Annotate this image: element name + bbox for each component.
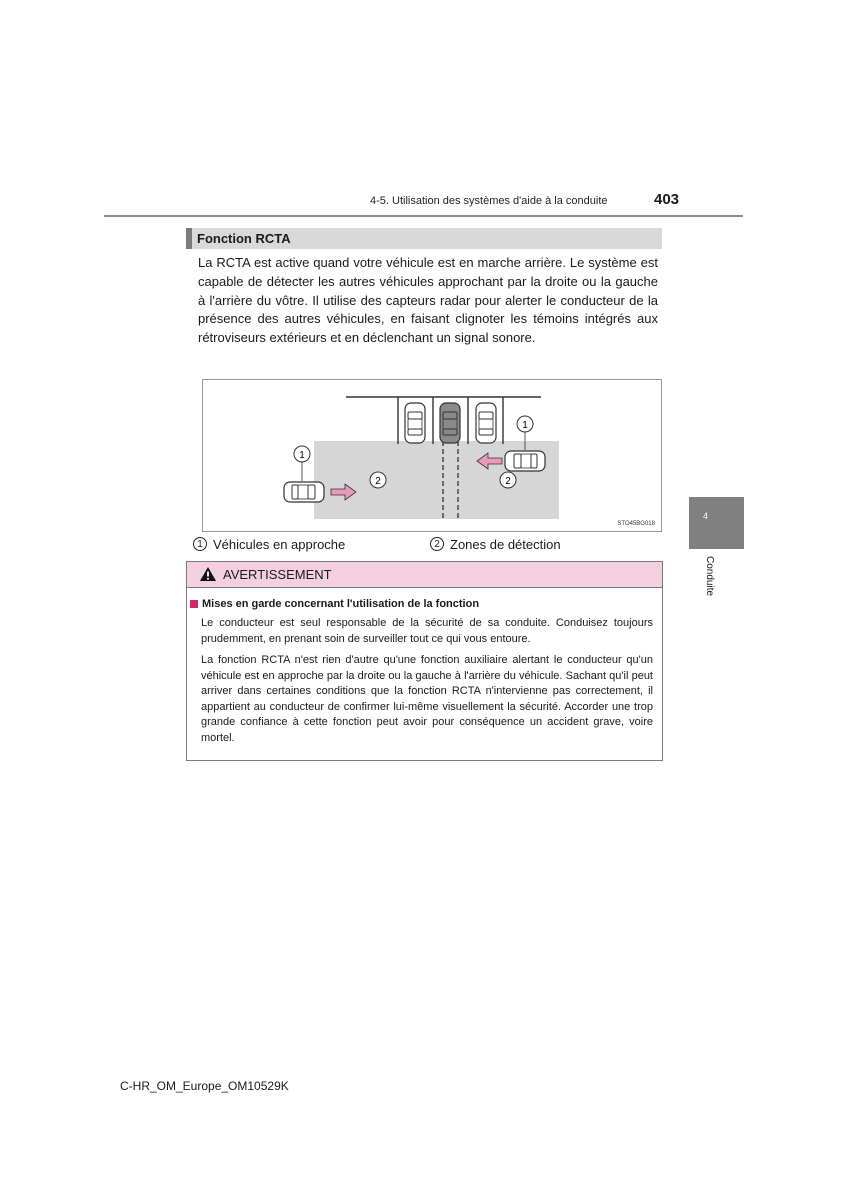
legend-label: Véhicules en approche xyxy=(213,536,346,552)
svg-text:1: 1 xyxy=(299,450,305,461)
heading-accent-bar xyxy=(186,228,192,249)
parked-car xyxy=(405,403,425,443)
chapter-number: 4 xyxy=(703,511,709,521)
figure-code: STO45BG018 xyxy=(617,521,655,527)
footer-code: C-HR_OM_Europe_OM10529K xyxy=(120,1079,289,1093)
callout-2-left xyxy=(370,472,386,488)
svg-text:2: 2 xyxy=(505,476,511,487)
warning-subheading-text: Mises en garde concernant l'utilisation de la fonction xyxy=(202,598,480,610)
section-title: Fonction RCTA xyxy=(197,231,291,246)
warning-triangle-icon xyxy=(199,566,217,582)
warning-header xyxy=(187,562,662,588)
legend-item xyxy=(430,535,561,553)
approaching-vehicle-left xyxy=(284,482,324,502)
callout-1-left xyxy=(294,446,310,462)
callout-1-right xyxy=(517,416,533,432)
svg-text:1: 1 xyxy=(522,420,528,431)
warning-paragraph: La fonction RCTA n'est rien d'autre qu'une fonction auxiliaire alertant le conducteur qu'un véhicule est en approche par la droite ou la gauche à l'arrière du véhicule. Sachant qu'il peut arriver dans certaines conditions que la fonction RCTA n'intervienne pas correctement, il appartient au conducteur de confirmer lui-même visuellement la sécurité. Accorder une trop grande confiance à cette fonction peut avoir pour conséquence un accident grave, voire mortel. xyxy=(201,654,653,744)
chapter-tab xyxy=(689,497,744,549)
callout-2-right xyxy=(500,472,516,488)
page-number: 403 xyxy=(654,191,680,208)
warning-subheading xyxy=(190,598,479,610)
approaching-vehicle-right xyxy=(505,451,545,471)
warning-title: AVERTISSEMENT xyxy=(223,567,332,582)
body-paragraph: La RCTA est active quand votre véhicule est en marche arrière. Le système est capable de détecter les autres véhicules approchant par la droite ou la gauche à l'arrière du vôtre. Il utilise des capteurs radar pour alerter le conducteur de la présence des autres véhicules, en faisant clignoter les témoins intégrés aux rétroviseurs extérieurs et en déclenchant un signal sonore. xyxy=(198,255,658,346)
header-rule xyxy=(104,215,743,217)
legend-label: Zones de détection xyxy=(450,536,561,552)
legend-number: 1 xyxy=(193,537,207,551)
running-header-section: 4-5. Utilisation des systèmes d'aide à la conduite xyxy=(370,195,608,207)
bullet-square-icon xyxy=(190,600,198,608)
parked-car xyxy=(476,403,496,443)
parking-lot-diagram xyxy=(203,380,661,531)
svg-text:2: 2 xyxy=(375,476,381,487)
legend-item xyxy=(193,535,345,553)
chapter-label: Conduite xyxy=(704,556,715,597)
rcta-figure xyxy=(202,379,662,532)
warning-paragraph: Le conducteur est seul responsable de la sécurité de sa conduite. Conduisez toujours prudemment, en prenant soin de surveiller tout ce qui vous entoure. xyxy=(201,617,653,645)
section-heading xyxy=(186,228,662,249)
legend-number: 2 xyxy=(430,537,444,551)
own-vehicle xyxy=(440,403,460,443)
